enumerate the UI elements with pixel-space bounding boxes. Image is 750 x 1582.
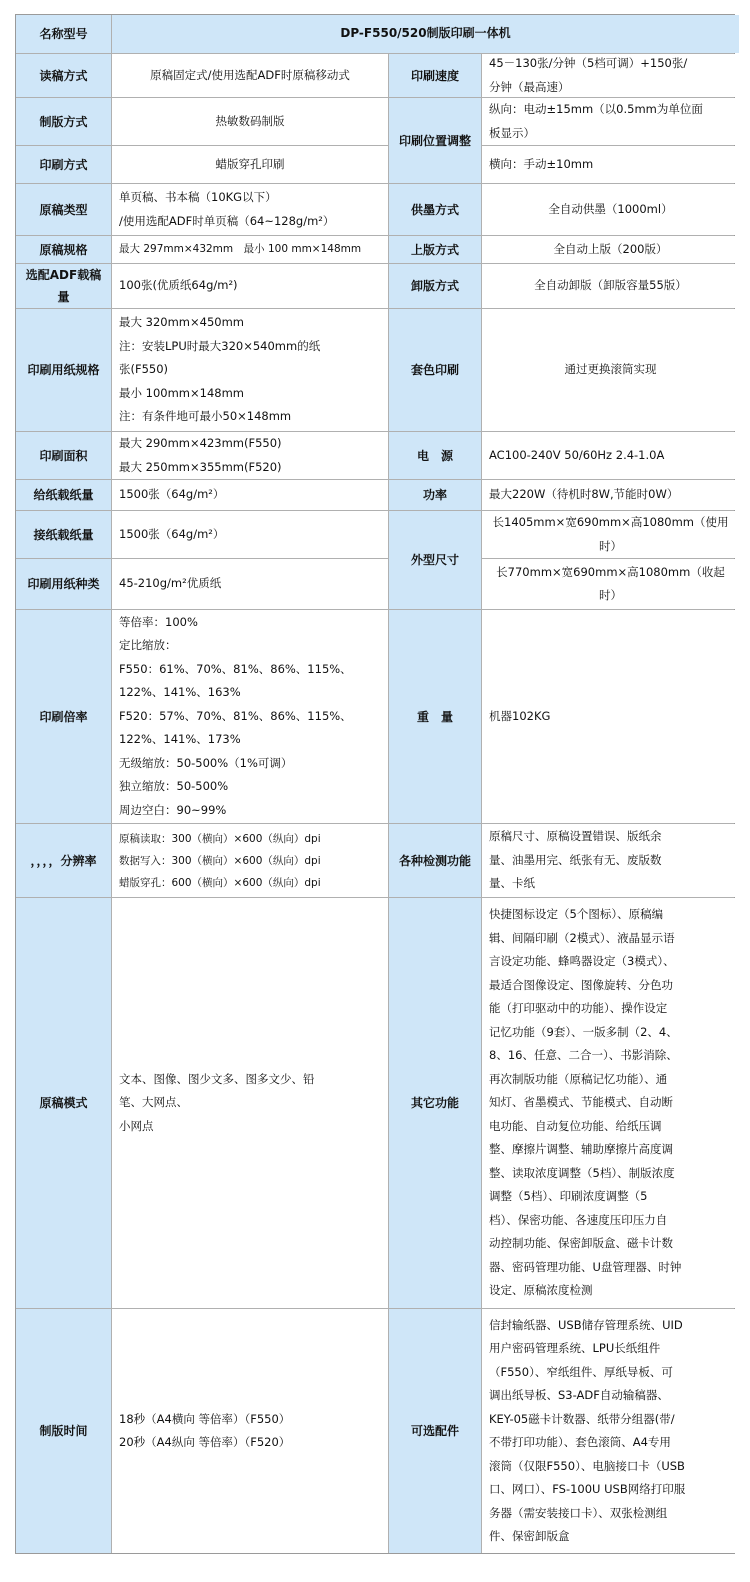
spec-table <box>15 14 735 1554</box>
print-method-value: 蜡版穿孔印刷 <box>112 146 388 183</box>
orig-type-label: 原稿类型 <box>16 184 111 235</box>
power-value: AC100-240V 50/60Hz 2.4-1.0A <box>482 432 739 479</box>
orig-spec-label: 原稿规格 <box>16 236 111 263</box>
detection-label: 各种检测功能 <box>389 824 481 897</box>
print-pos-label: 印刷位置调整 <box>389 98 481 183</box>
options-label: 可选配件 <box>389 1309 481 1553</box>
resolution-label: ，，，，分辨率 <box>16 824 111 897</box>
other-value: 快捷图标设定（5个图标）、原稿编 辑、间隔印刷（2模式）、液晶显示语 言设定功能、蜂鸣器设定（3模式）、 最适合图像设定、图像旋转、分色功 能（打印驱动中的功能）、操作设定 记忆功能（9套）、一版多制（2、4、 8、16、任意、二合一）、书影消除、 再次制版功能（原稿记忆功能）、通 知灯、省墨模式、节能模式、自动断 电功能、自动复位功能、给纸压调 整、摩擦片调整、辅助摩擦片高度调 整、读取浓度调整（5档）、制版浓度 调整（5档）、印刷浓度调整（5 档）、保密功能、各速度压印压力自 动控制功能、保密卸版盒、磁卡计数 器、密码管理功能、U盘管理器、时钟 设定、原稿浓度检测 <box>482 898 739 1308</box>
paper-kind-label: 印刷用纸种类 <box>16 559 111 609</box>
reading-label: 读稿方式 <box>16 54 111 97</box>
plate-unload-label: 卸版方式 <box>389 264 481 308</box>
power-label: 电 源 <box>389 432 481 479</box>
color-print-label: 套色印刷 <box>389 309 481 431</box>
dimensions-in-use: 长1405mm×宽690mm×高1080mm（使用 时） <box>482 511 739 558</box>
orig-mode-value: 文本、图像、图少文多、图多文少、铅 笔、大网点、 小网点 <box>112 898 388 1308</box>
weight-value: 机器102KG <box>482 610 739 823</box>
adf-cap-value: 100张(优质纸64g/m²) <box>112 264 388 308</box>
plate-load-value: 全自动上版（200版） <box>482 236 739 263</box>
orig-mode-label: 原稿模式 <box>16 898 111 1308</box>
other-label: 其它功能 <box>389 898 481 1308</box>
color-print-value: 通过更换滚筒实现 <box>482 309 739 431</box>
print-pos-horizontal: 横向：手动±10mm <box>482 146 739 183</box>
options-value: 信封输纸器、USB储存管理系统、UID 用户密码管理系统、LPU长纸组件 （F550）、窄纸组件、厚纸导板、可 调出纸导板、S3-ADF自动输稿器、 KEY-05磁卡计数器、纸带分组器(带/ 不带打印功能）、套色滚筒、A4专用 滚筒（仅限F550）、电脑接口卡（USB 口、网口）、FS-100U USB网络打印服 务器（需安装接口卡）、双张检测组 件、保密卸版盒 <box>482 1309 739 1553</box>
wattage-value: 最大220W（待机时8W,节能时0W） <box>482 480 739 510</box>
resolution-value: 原稿读取：300（横向）×600（纵向）dpi 数据写入：300（横向）×600（纵向）dpi 蜡版穿孔：600（横向）×600（纵向）dpi <box>112 824 388 897</box>
weight-label: 重 量 <box>389 610 481 823</box>
feed-cap-value: 1500张（64g/m²） <box>112 480 388 510</box>
plate-method-label: 制版方式 <box>16 98 111 145</box>
receive-cap-label: 接纸载纸量 <box>16 511 111 558</box>
paper-kind-value: 45-210g/m²优质纸 <box>112 559 388 609</box>
adf-cap-label: 选配ADF载稿量 <box>16 264 111 308</box>
ratio-value: 等倍率：100% 定比缩放： F550：61%、70%、81%、86%、115%、 122%、141%、163% F520：57%、70%、81%、86%、115%、 122%、141%、173% 无级缩放：50-500%（1%可调） 独立缩放：50-500% 周边空白：90~99% <box>112 610 388 823</box>
plate-unload-value: 全自动卸版（卸版容量55版） <box>482 264 739 308</box>
plate-time-value: 18秒（A4横向 等倍率）（F550） 20秒（A4纵向 等倍率）（F520） <box>112 1309 388 1553</box>
orig-spec-value: 最大 297mm×432mm 最小 100 mm×148mm <box>112 236 388 263</box>
detection-value: 原稿尺寸、原稿设置错误、版纸余 量、油墨用完、纸张有无、废版数 量、卡纸 <box>482 824 739 897</box>
plate-method-value: 热敏数码制版 <box>112 98 388 145</box>
wattage-label: 功率 <box>389 480 481 510</box>
dimensions-label: 外型尺寸 <box>389 511 481 609</box>
print-method-label: 印刷方式 <box>16 146 111 183</box>
receive-cap-value: 1500张（64g/m²） <box>112 511 388 558</box>
ink-supply-value: 全自动供墨（1000ml） <box>482 184 739 235</box>
print-pos-vertical: 纵向：电动±15mm（以0.5mm为单位面 板显示） <box>482 98 739 145</box>
model-name: DP-F550/520制版印刷一体机 <box>112 15 739 53</box>
paper-spec-label: 印刷用纸规格 <box>16 309 111 431</box>
dimensions-folded: 长770mm×宽690mm×高1080mm（收起 时） <box>482 559 739 609</box>
print-speed-label: 印刷速度 <box>389 54 481 97</box>
reading-value: 原稿固定式/使用选配ADF时原稿移动式 <box>112 54 388 97</box>
ink-supply-label: 供墨方式 <box>389 184 481 235</box>
plate-time-label: 制版时间 <box>16 1309 111 1553</box>
print-area-value: 最大 290mm×423mm(F550) 最大 250mm×355mm(F520) <box>112 432 388 479</box>
print-speed-value: 45－130张/分钟（5档可调）+150张/ 分钟（最高速） <box>482 54 739 97</box>
plate-load-label: 上版方式 <box>389 236 481 263</box>
ratio-label: 印刷倍率 <box>16 610 111 823</box>
paper-spec-value: 最大 320mm×450mm 注：安装LPU时最大320×540mm的纸 张(F550) 最小 100mm×148mm 注：有条件地可最小50×148mm <box>112 309 388 431</box>
print-area-label: 印刷面积 <box>16 432 111 479</box>
orig-type-value: 单页稿、书本稿（10KG以下） /使用选配ADF时单页稿（64~128g/m²） <box>112 184 388 235</box>
feed-cap-label: 给纸载纸量 <box>16 480 111 510</box>
header-label: 名称型号 <box>16 15 111 53</box>
